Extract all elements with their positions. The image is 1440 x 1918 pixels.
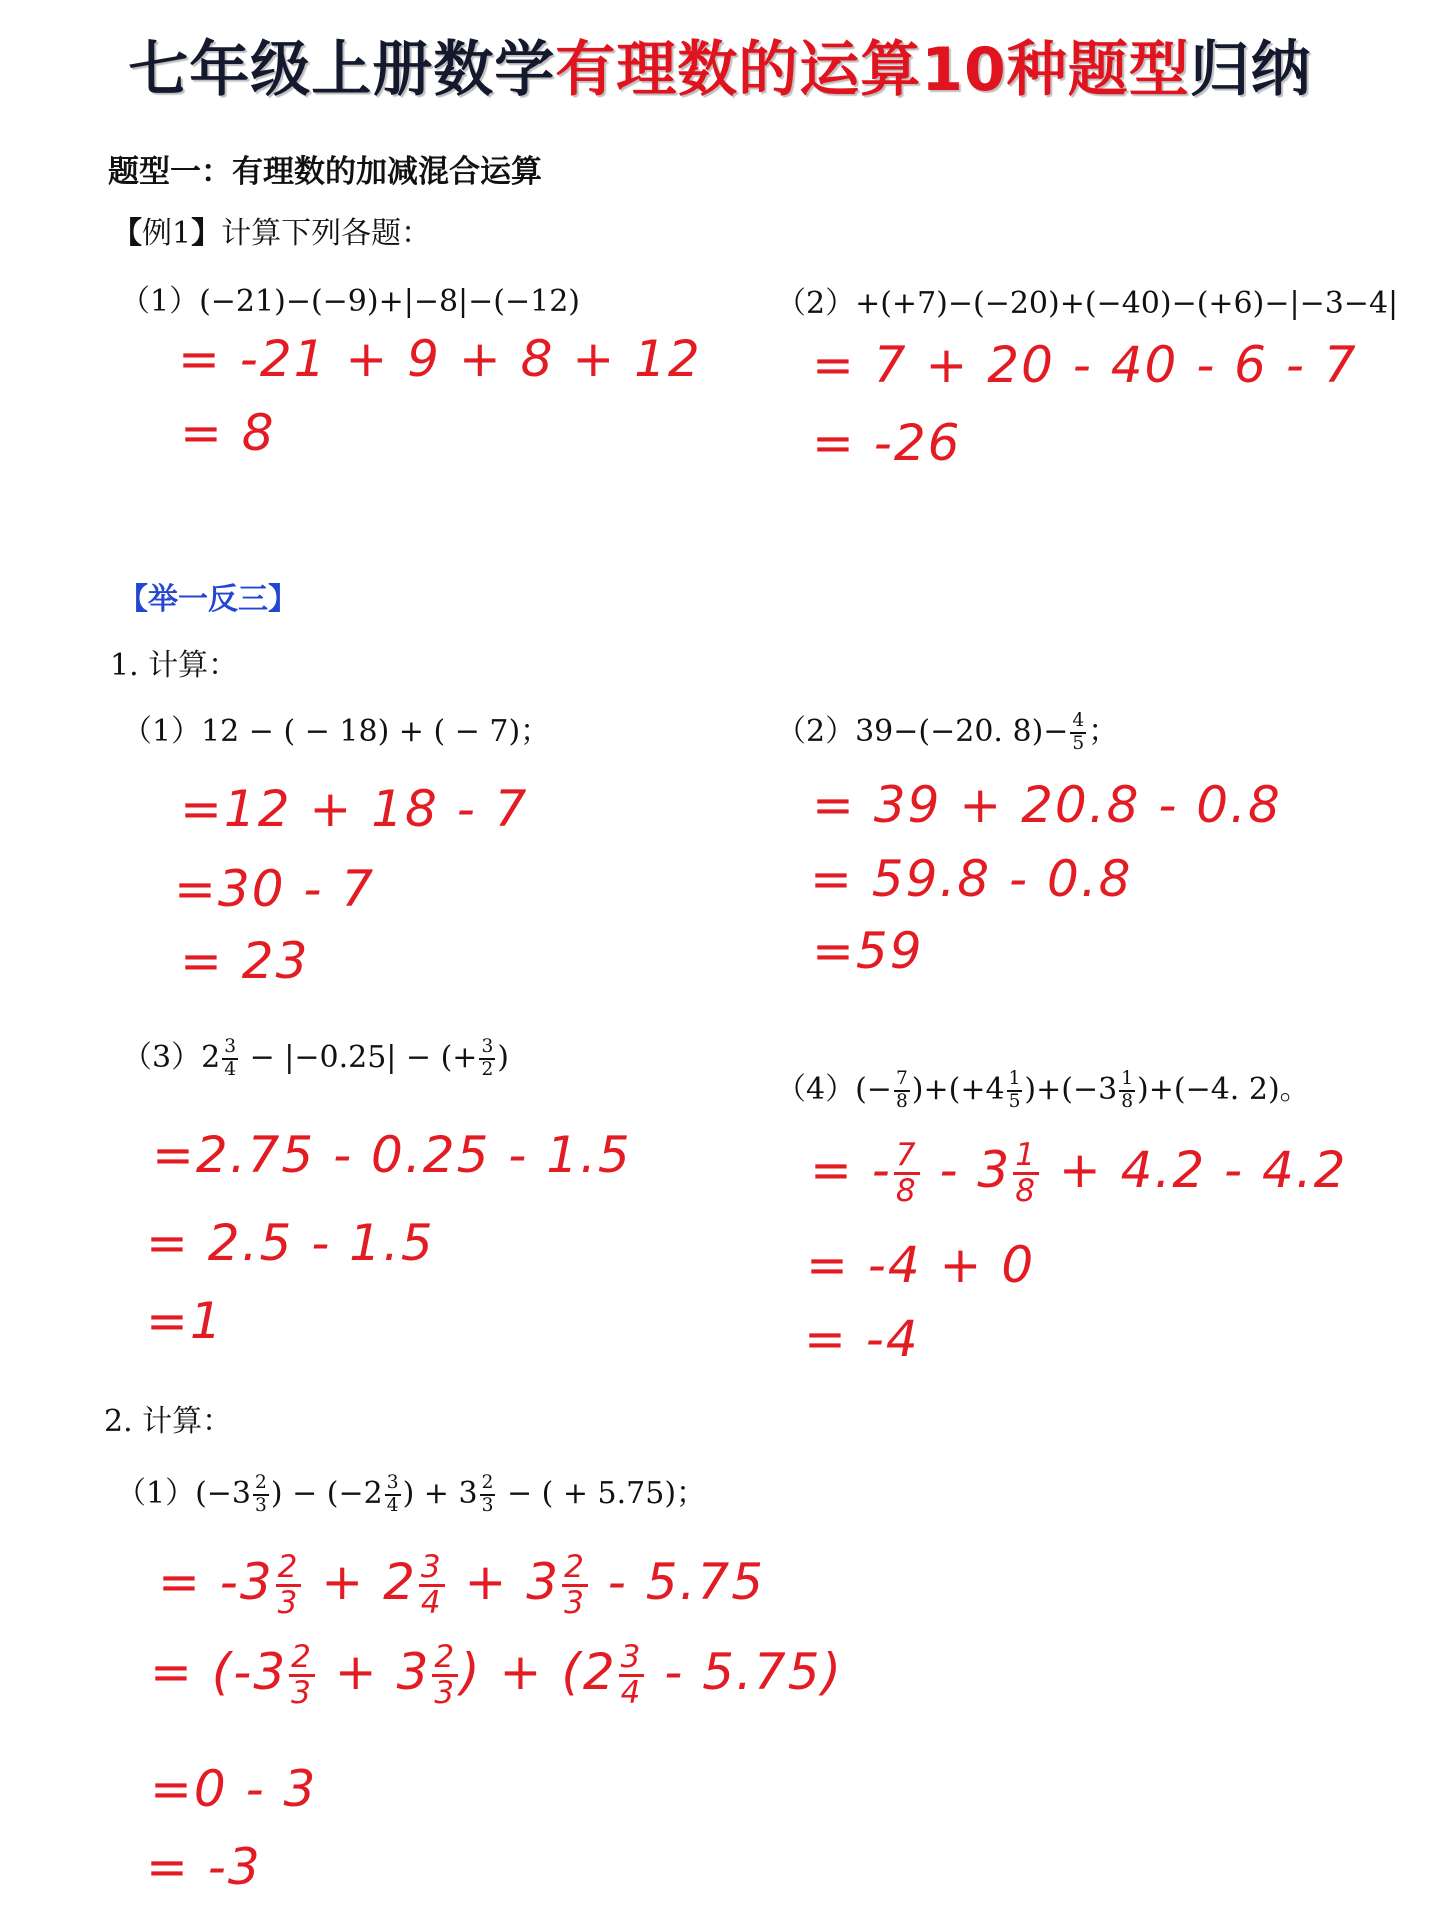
solution-step: = 59.8 - 0.8: [810, 850, 1133, 908]
solution-step: = 7 + 20 - 40 - 6 - 7: [812, 336, 1358, 394]
solution-step: = -3: [146, 1838, 262, 1896]
title-part-grade: 七年级上册数学: [128, 35, 556, 105]
practice-2-problem-1: （1）(−3 $\frac{2}{3}$ ) − (−2 $\frac{3}{4}$ ) + 3 $\frac{2}{3}$ − ( + 5.75)；: [116, 1472, 707, 1516]
solution-step: = - $\frac{7}{8}$ - 3 $\frac{1}{8}$ + 4.2 - 4.2: [810, 1137, 1348, 1209]
section-heading: 题型一：有理数的加减混合运算: [108, 154, 542, 190]
practice-2-label: 2. 计算：: [104, 1404, 233, 1439]
practice-1-label: 1. 计算：: [110, 648, 239, 683]
example-problem-2: （2）+(+7)−(−20)+(−40)−(+6)−|−3−4|: [776, 286, 1399, 321]
practice-heading: 【举一反三】: [118, 582, 298, 617]
fraction: $\frac{2}{3}$: [434, 1639, 457, 1711]
solution-step: =1: [146, 1292, 224, 1350]
fraction: $\frac{2}{3}$: [291, 1639, 313, 1711]
fraction: $\frac{2}{3}$: [255, 1472, 267, 1516]
practice-1-problem-2: （2）39−(−20. 8)− $\frac{4}{5}$ ；: [776, 710, 1119, 754]
fraction: $\frac{3}{4}$: [386, 1472, 399, 1516]
problem-expression: +(+7)−(−20)+(−40)−(+6)−|−3−4|: [855, 286, 1399, 321]
fraction: $\frac{7}{8}$: [895, 1137, 918, 1209]
fraction: $\frac{7}{8}$: [895, 1068, 908, 1112]
example-instruction: 计算下列各题：: [221, 216, 432, 251]
problem-expression: 12 − ( − 18) + ( − 7)；: [201, 714, 551, 749]
fraction: $\frac{2}{3}$: [564, 1549, 586, 1621]
practice-1-problem-1: （1）12 − ( − 18) + ( − 7)；: [122, 714, 551, 749]
solution-step: = 8: [180, 404, 276, 462]
title-part-topic: 有理数的运算10种题型: [555, 35, 1190, 105]
fraction: $\frac{3}{4}$: [620, 1639, 643, 1711]
solution-step: = -21 + 9 + 8 + 12: [178, 330, 702, 388]
solution-step: =2.75 - 0.25 - 1.5: [152, 1126, 632, 1184]
fraction: $\frac{3}{2}$: [481, 1036, 494, 1080]
practice-1-problem-3: （3）2 $\frac{3}{4}$ − |−0.25| − (+ $\frac{3}{2}$ ): [122, 1036, 510, 1080]
example-number: 例1: [142, 216, 192, 251]
solution-step: = -26: [812, 414, 962, 472]
solution-step: = -3 $\frac{2}{3}$ + 2 $\frac{3}{4}$ + 3 $\frac{2}{3}$ - 5.75: [158, 1549, 766, 1621]
solution-step: =59: [812, 922, 924, 980]
example-label: 【例1】计算下列各题：: [112, 216, 432, 251]
solution-step: = -4 + 0: [806, 1236, 1036, 1294]
fraction: $\frac{4}{5}$: [1072, 710, 1085, 754]
fraction: $\frac{3}{4}$: [420, 1549, 443, 1621]
solution-step: = 39 + 20.8 - 0.8: [812, 776, 1282, 834]
page-title: [0, 22, 1440, 108]
example-problem-1: （1）(−21)−(−9)+|−8|−(−12): [120, 284, 581, 319]
problem-expression: (−21)−(−9)+|−8|−(−12): [199, 284, 581, 319]
fraction: $\frac{2}{3}$: [481, 1472, 494, 1516]
solution-step: = 23: [180, 932, 310, 990]
solution-step: = (-3 $\frac{2}{3}$ + 3 $\frac{2}{3}$ ) + (2 $\frac{3}{4}$ - 5.75): [150, 1639, 844, 1711]
solution-step: = 2.5 - 1.5: [146, 1214, 435, 1272]
fraction: $\frac{1}{5}$: [1008, 1068, 1021, 1112]
solution-step: =12 + 18 - 7: [180, 780, 529, 838]
fraction: $\frac{1}{8}$: [1015, 1137, 1037, 1209]
solution-step: = -4: [804, 1310, 920, 1368]
practice-1-problem-4: （4）(− $\frac{7}{8}$ )+(+4 $\frac{1}{5}$ )+(−3 $\frac{1}{8}$ )+(−4. 2)。: [776, 1068, 1310, 1112]
title-part-summary: 归纳: [1189, 35, 1312, 105]
fraction: $\frac{2}{3}$: [277, 1549, 300, 1621]
solution-step: =0 - 3: [150, 1760, 318, 1818]
fraction: $\frac{1}{8}$: [1121, 1068, 1134, 1112]
fraction: $\frac{3}{4}$: [224, 1036, 237, 1080]
solution-step: =30 - 7: [174, 860, 376, 918]
